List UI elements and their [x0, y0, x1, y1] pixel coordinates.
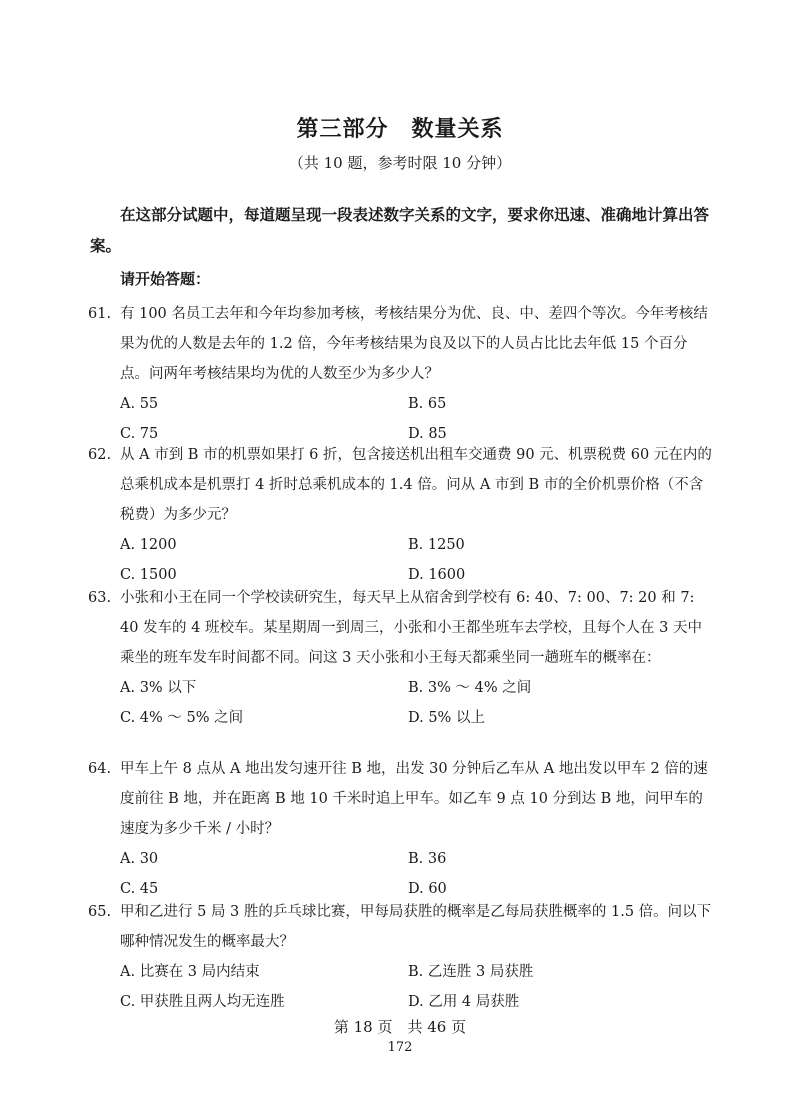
question-stem: 甲车上午 8 点从 A 地出发匀速开往 B 地，出发 30 分钟后乙车从 A 地出发以甲车 2 倍的速度前往 B 地，并在距离 B 地 10 千米时追上甲车。如乙车 9 点 10 分到达 B 地，问甲车的速度为多少千米 / 小时？: [120, 761, 708, 837]
option-a: A. 比赛在 3 局内结束: [120, 964, 260, 980]
question-number: 64.: [88, 761, 112, 777]
question-63: [88, 583, 713, 733]
question-stem: 从 A 市到 B 市的机票如果打 6 折，包含接送机出租车交通费 90 元、机票税费 60 元在内的总乘机成本是机票打 4 折时总乘机成本的 1.4 倍。问从 A 市到 B 市的全价机票价格（不含税费）为多少元？: [120, 447, 712, 523]
question-62: [88, 440, 713, 590]
page-number: 172: [387, 1040, 413, 1055]
options: [120, 844, 713, 904]
option-c: C. 75: [120, 426, 159, 442]
option-c: C. 4% ～ 5% 之间: [120, 710, 244, 726]
question-64: [88, 754, 713, 904]
section-title: 第三部分 数量关系: [296, 117, 504, 142]
option-a: A. 55: [120, 396, 159, 412]
option-d: D. 60: [408, 881, 447, 897]
option-b: B. 乙连胜 3 局获胜: [408, 964, 534, 980]
option-b: B. 1250: [408, 537, 465, 553]
question-stem: 有 100 名员工去年和今年均参加考核，考核结果分为优、良、中、差四个等次。今年考核结果为优的人数是去年的 1.2 倍，今年考核结果为良及以下的人员占比比去年低 15 个百分点。问两年考核结果均为优的人数至少为多少人？: [120, 306, 708, 382]
options: [120, 957, 713, 1017]
option-d: D. 1600: [408, 567, 466, 583]
option-b: B. 3% ～ 4% 之间: [408, 680, 532, 696]
option-d: D. 5% 以上: [408, 710, 485, 726]
option-a: A. 30: [120, 851, 159, 867]
option-a: A. 3% 以下: [120, 680, 197, 696]
start-prompt: 请开始答题：: [120, 270, 211, 288]
section-instructions: 在这部分试题中，每道题呈现一段表述数字关系的文字，要求你迅速、准确地计算出答案。: [90, 206, 710, 255]
option-c: C. 1500: [120, 567, 177, 583]
question-number: 62.: [88, 447, 112, 463]
question-stem: 甲和乙进行 5 局 3 胜的乒乓球比赛，甲每局获胜的概率是乙每局获胜概率的 1.5 倍。问以下哪种情况发生的概率最大？: [120, 904, 712, 950]
options: [120, 530, 713, 590]
question-number: 63.: [88, 590, 112, 606]
options: [120, 673, 713, 733]
question-stem: 小张和小王在同一个学校读研究生，每天早上从宿舍到学校有 6: 40、7: 00、7: 20 和 7: 40 发车的 4 班校车。某星期周一到周三，小张和小王都坐班车去学校，且每个人在 3 天中乘坐的班车发车时间都不同。问这 3 天小张和小王每天都乘坐同一趟班车的概率在：: [120, 590, 702, 666]
option-c: C. 45: [120, 881, 159, 897]
option-b: B. 65: [408, 396, 447, 412]
question-61: [88, 299, 713, 449]
option-b: B. 36: [408, 851, 447, 867]
section-subtitle: （共 10 题，参考时限 10 分钟）: [288, 154, 512, 172]
question-65: [88, 897, 713, 1017]
question-number: 61.: [88, 306, 112, 322]
option-d: D. 乙用 4 局获胜: [408, 994, 520, 1010]
option-a: A. 1200: [120, 537, 177, 553]
question-number: 65.: [88, 904, 112, 920]
option-d: D. 85: [408, 426, 447, 442]
option-c: C. 甲获胜且两人均无连胜: [120, 994, 285, 1010]
page-footer: 第 18 页 共 46 页: [333, 1018, 467, 1036]
